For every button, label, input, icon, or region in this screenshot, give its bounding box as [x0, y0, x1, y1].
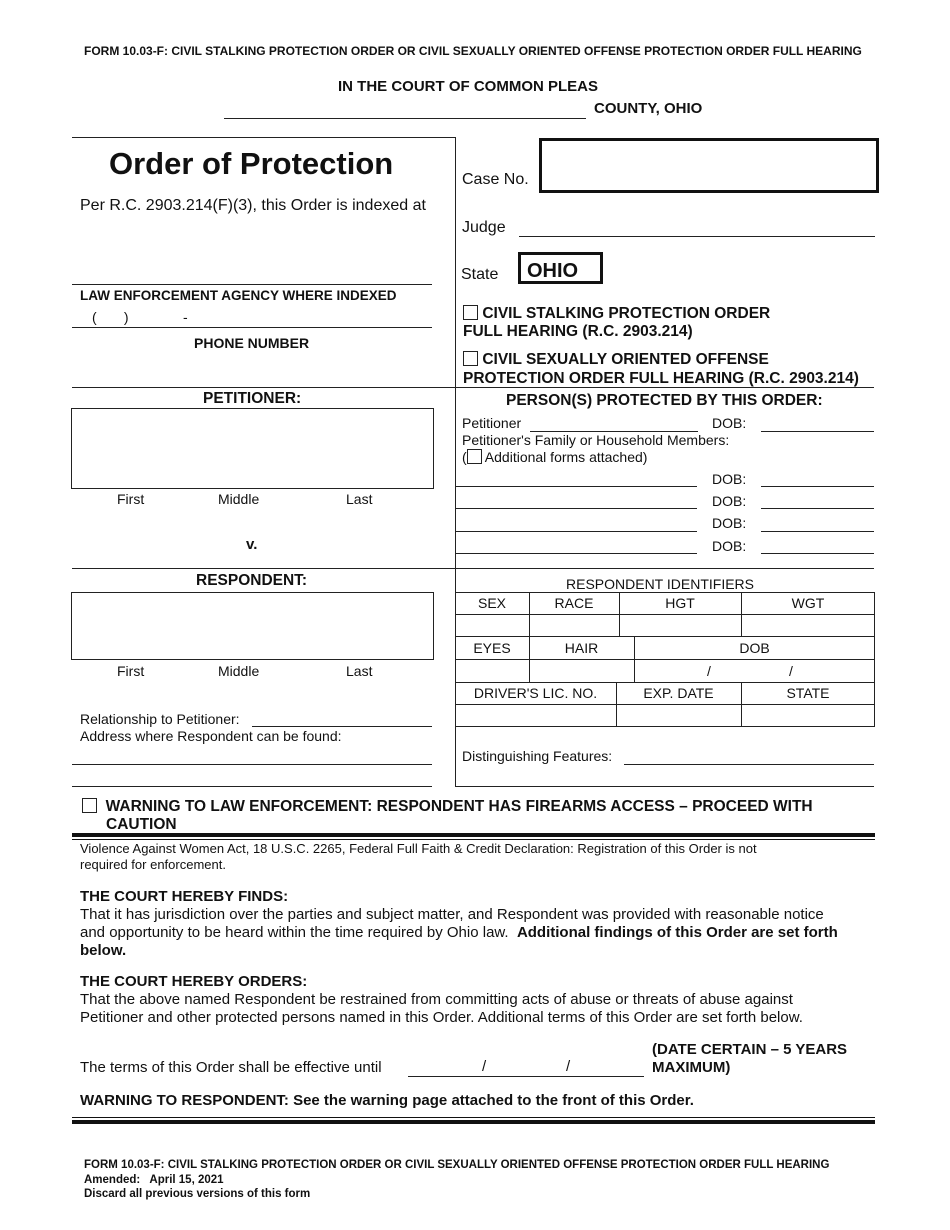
id-header-wgt: WGT	[791, 595, 825, 611]
id-table-bottom	[455, 726, 875, 727]
thick-rule-2	[72, 1117, 875, 1124]
id-header-exp-date: EXP. DATE	[643, 685, 714, 701]
id-table-r1	[455, 614, 875, 615]
id-table-r3	[455, 659, 875, 660]
effective-slash-1: /	[482, 1058, 487, 1075]
family-name-line-2[interactable]	[455, 508, 697, 509]
additional-forms[interactable]	[462, 449, 647, 465]
footer-form-title: FORM 10.03-F: CIVIL STALKING PROTECTION ORDER OR CIVIL SEXUALLY ORIENTED OFFENSE PROTECTION ORDER FULL HEARING	[84, 1159, 830, 1171]
id-dob-slash-2: /	[789, 663, 793, 679]
distinguishing-label: Distinguishing Features:	[462, 748, 613, 764]
option-sexual-offense[interactable]	[463, 350, 859, 388]
footer-discard: Discard all previous versions of this form	[84, 1188, 311, 1200]
county-input-line[interactable]	[224, 118, 586, 119]
id-table-top	[455, 592, 875, 593]
indexed-text: Per R.C. 2903.214(F)(3), this Order is indexed at	[80, 197, 426, 214]
family-dob-line-1[interactable]	[761, 486, 874, 487]
family-dob-line-3[interactable]	[761, 531, 874, 532]
petitioner-name-field[interactable]	[71, 408, 434, 489]
effective-label: The terms of this Order shall be effective until	[80, 1059, 382, 1076]
relationship-label: Relationship to Petitioner:	[80, 711, 240, 727]
id-header-eyes: EYES	[473, 640, 511, 656]
id-dob-slash-1: /	[707, 663, 711, 679]
orders-line2: Petitioner and other protected persons named in this Order. Additional terms of this Order are set forth below.	[80, 1009, 803, 1026]
address-line-2[interactable]	[72, 786, 432, 787]
orders-heading: THE COURT HEREBY ORDERS:	[80, 973, 308, 990]
id-header-sex: SEX	[477, 595, 506, 611]
date-certain-line1: (DATE CERTAIN – 5 YEARS	[652, 1041, 848, 1058]
finds-line2b: Additional findings of this Order are set forth	[516, 924, 838, 941]
section-rule-1	[72, 387, 874, 388]
state-value-box	[518, 252, 603, 284]
option2-line2: PROTECTION ORDER FULL HEARING (R.C. 2903.214)	[463, 370, 859, 387]
family-name-line-1[interactable]	[455, 486, 697, 487]
family-dob-label-2: DOB:	[712, 493, 747, 509]
additional-forms-paren: (	[462, 449, 467, 465]
thick-rule-1	[72, 833, 875, 840]
family-label: Petitioner's Family or Household Members:	[462, 432, 730, 448]
court-name: IN THE COURT OF COMMON PLEAS	[338, 78, 598, 95]
distinguishing-line-1[interactable]	[624, 764, 874, 765]
protected-petitioner-label: Petitioner	[462, 415, 522, 431]
protected-heading: PERSON(S) PROTECTED BY THIS ORDER:	[506, 392, 823, 409]
sexual-offense-checkbox[interactable]	[463, 351, 478, 366]
family-dob-label-3: DOB:	[712, 515, 747, 531]
respondent-first-label: First	[117, 663, 145, 679]
id-table-r5	[455, 704, 875, 705]
additional-forms-checkbox[interactable]	[467, 449, 482, 464]
footer-amended: Amended: April 15, 2021	[84, 1173, 224, 1186]
petitioner-last-label: Last	[346, 491, 373, 507]
judge-field-line[interactable]	[519, 236, 875, 237]
firearms-warning-line2: CAUTION	[106, 816, 177, 833]
protected-petitioner-dob-line[interactable]	[761, 431, 874, 432]
id-header-race: RACE	[554, 595, 594, 611]
option1-line2: FULL HEARING (R.C. 2903.214)	[463, 323, 693, 340]
finds-line1: That it has jurisdiction over the parties and subject matter, and Respondent was provided with reasonable notice	[80, 906, 824, 923]
respondent-warning: WARNING TO RESPONDENT: See the warning page attached to the front of this Order.	[80, 1092, 694, 1109]
section-rule-2	[72, 568, 874, 569]
respondent-name-field[interactable]	[71, 592, 434, 660]
versus: v.	[246, 536, 258, 553]
firearms-checkbox[interactable]	[82, 798, 97, 813]
vawa-line1: Violence Against Women Act, 18 U.S.C. 2265, Federal Full Faith & Credit Declaration: Registration of this Order is not	[80, 841, 757, 856]
id-header-hgt: HGT	[665, 595, 695, 611]
phone-label: PHONE NUMBER	[194, 335, 310, 351]
family-name-line-3[interactable]	[455, 531, 697, 532]
order-title: Order of Protection	[109, 146, 394, 181]
phone-template[interactable]: ( ) -	[92, 309, 188, 325]
form-title: FORM 10.03-F: CIVIL STALKING PROTECTION ORDER OR CIVIL SEXUALLY ORIENTED OFFENSE PROTECTION ORDER FULL HEARING	[84, 44, 862, 58]
finds-heading: THE COURT HEREBY FINDS:	[80, 888, 289, 905]
state-value: OHIO	[527, 260, 579, 282]
case-no-field[interactable]	[539, 138, 879, 193]
respondent-middle-label: Middle	[218, 663, 260, 679]
orders-line1: That the above named Respondent be restrained from committing acts of abuse or threats of abuse against	[80, 991, 793, 1008]
respondent-heading: RESPONDENT:	[196, 572, 308, 589]
additional-forms-label: Additional forms attached)	[484, 449, 648, 465]
finds-line3: below.	[80, 942, 127, 959]
date-certain-line2: MAXIMUM)	[652, 1059, 731, 1076]
address-line-1[interactable]	[72, 764, 432, 765]
family-dob-line-4[interactable]	[761, 553, 874, 554]
distinguishing-line-2[interactable]	[455, 786, 874, 787]
family-dob-label-1: DOB:	[712, 471, 747, 487]
stalking-checkbox[interactable]	[463, 305, 478, 320]
judge-label: Judge	[462, 219, 506, 236]
id-header-state: STATE	[786, 685, 830, 701]
address-label: Address where Respondent can be found:	[80, 728, 342, 744]
county-label: COUNTY, OHIO	[594, 100, 703, 117]
option2-line1: CIVIL SEXUALLY ORIENTED OFFENSE	[482, 351, 769, 368]
date-certain-note	[652, 1041, 847, 1077]
petitioner-heading: PETITIONER:	[203, 390, 302, 407]
id-header-license: DRIVER'S LIC. NO.	[473, 685, 598, 701]
effective-slash-2: /	[566, 1058, 571, 1075]
phone-line	[72, 327, 432, 328]
case-no-label: Case No.	[462, 171, 529, 188]
relationship-line[interactable]	[252, 726, 432, 727]
id-table-right	[874, 592, 875, 726]
firearms-warning-line1: WARNING TO LAW ENFORCEMENT: RESPONDENT HAS FIREARMS ACCESS – PROCEED WITH	[105, 798, 813, 815]
firearms-warning[interactable]	[82, 798, 862, 834]
id-table-r4	[455, 682, 875, 683]
finds-text	[80, 906, 880, 960]
option-stalking[interactable]	[463, 305, 770, 341]
protected-petitioner-dob-label: DOB:	[712, 415, 747, 431]
top-rule	[72, 137, 456, 138]
agency-line[interactable]	[72, 284, 432, 285]
petitioner-first-label: First	[117, 491, 145, 507]
vawa-line2: required for enforcement.	[80, 857, 226, 872]
option1-line1: CIVIL STALKING PROTECTION ORDER	[482, 305, 771, 322]
finds-line2a: and opportunity to be heard within the time required by Ohio law.	[80, 924, 517, 941]
family-dob-label-4: DOB:	[712, 538, 747, 554]
vawa-text	[80, 841, 757, 873]
agency-label: LAW ENFORCEMENT AGENCY WHERE INDEXED	[80, 288, 397, 303]
id-table-r2	[455, 636, 875, 637]
footer	[84, 1158, 829, 1202]
identifiers-heading: RESPONDENT IDENTIFIERS	[566, 576, 754, 592]
state-label: State	[461, 266, 499, 283]
identifiers-table	[455, 592, 875, 727]
id-header-dob: DOB	[739, 640, 770, 656]
family-dob-line-2[interactable]	[761, 508, 874, 509]
id-header-hair: HAIR	[564, 640, 599, 656]
effective-date-line[interactable]	[408, 1076, 644, 1077]
orders-text	[80, 991, 880, 1027]
respondent-last-label: Last	[346, 663, 373, 679]
petitioner-middle-label: Middle	[218, 491, 260, 507]
family-name-line-4[interactable]	[455, 553, 697, 554]
